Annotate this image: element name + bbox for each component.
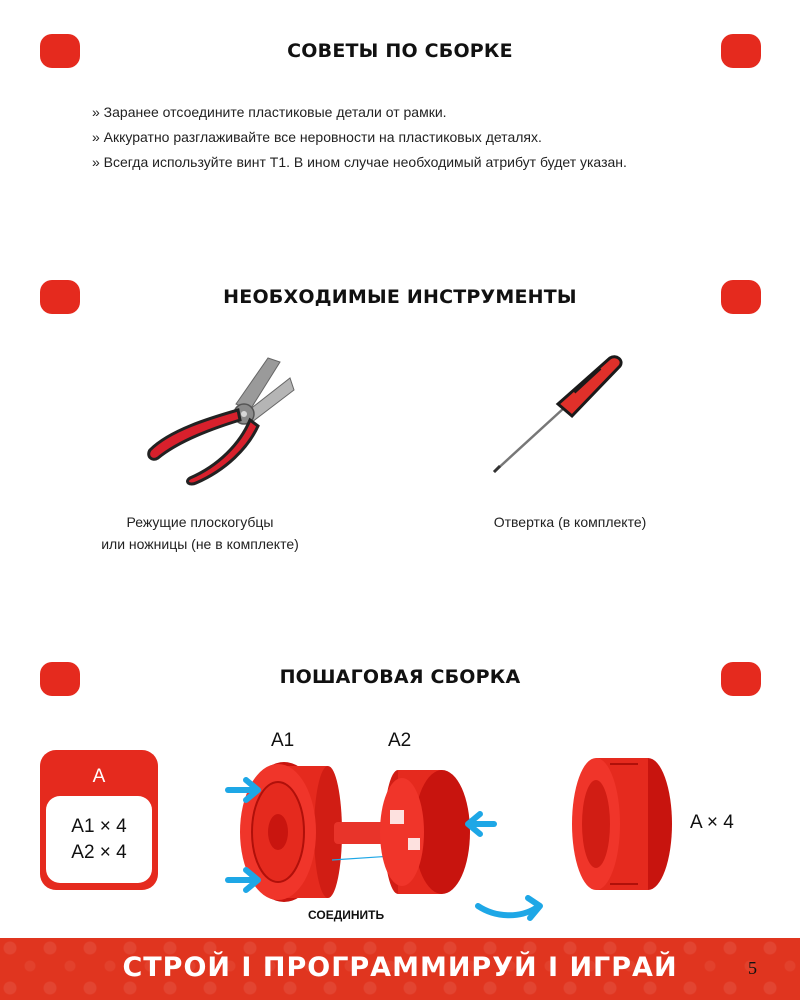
pliers-icon [140,348,300,486]
tips-list [92,100,627,175]
pliers-caption-line1: Режущие плоскогубцы [126,514,274,530]
tip-item: » Всегда используйте винт Т1. В ином случае необходимый атрибут будет указан. [92,154,627,170]
part-label-a2: A2 [388,730,412,751]
assembly-diagram [222,752,502,912]
screwdriver-icon [488,352,628,477]
parts-line-a2: A2 × 4 [71,842,127,863]
part-label-a1: A1 [271,730,295,751]
steps-title: ПОШАГОВАЯ СБОРКА [279,666,521,688]
footer-slogan: СТРОЙ I ПРОГРАММИРУЙ I ИГРАЙ [122,952,678,983]
tip-item: » Аккуратно разглаживайте все неровности на пластиковых деталях. [92,129,542,145]
pliers-caption [60,511,340,555]
join-label: СОЕДИНИТЬ [308,908,385,922]
arrow-icon [474,888,554,928]
pliers-caption-line2: или ножницы (не в комплекте) [101,536,299,552]
part-a2 [380,770,470,894]
screwdriver-caption: Отвертка (в комплекте) [493,514,647,530]
tools-title: НЕОБХОДИМЫЕ ИНСТРУМЕНТЫ [223,286,577,308]
parts-line-a1: A1 × 4 [71,816,127,837]
result-label: A × 4 [690,812,734,833]
parts-box-list [46,796,152,883]
assembled-wheel [566,754,676,894]
tips-title: СОВЕТЫ ПО СБОРКЕ [287,40,513,62]
tip-item: » Заранее отсоедините пластиковые детали от рамки. [92,104,447,120]
parts-box-title: A [92,766,106,787]
page-number: 5 [748,958,757,978]
footer-banner [0,938,800,1000]
parts-box [40,750,158,890]
